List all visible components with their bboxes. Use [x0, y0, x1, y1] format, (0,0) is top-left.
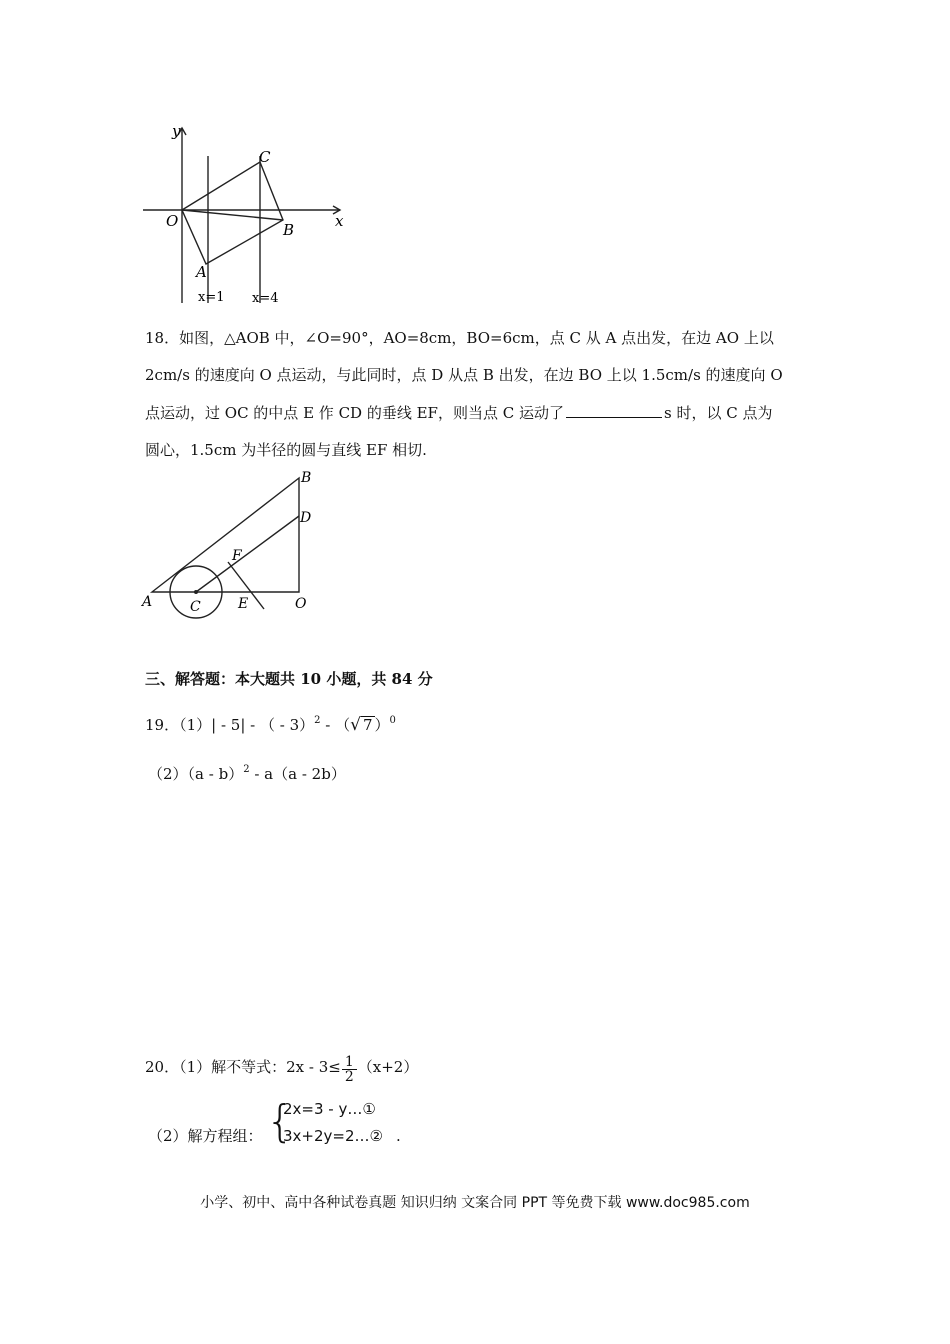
segment-CD	[196, 516, 299, 592]
fraction-denominator: 2	[344, 1069, 354, 1085]
label-A: A	[196, 263, 207, 281]
segment-OB	[182, 210, 283, 220]
q20-p1-suffix: （x+2）	[357, 1058, 419, 1076]
q18-line-3-part-a: 点运动，过 OC 的中点 E 作 CD 的垂线 EF，则当点 C 运动了	[145, 404, 564, 422]
q19-p1-radicand: 7	[362, 716, 373, 734]
q19-p1-close: ）	[374, 716, 390, 734]
label-A: A	[142, 594, 153, 610]
triangle-AOB	[152, 478, 299, 592]
q20-p1-prefix: 20．（1）解不等式：2x - 3≤	[145, 1058, 341, 1076]
q19-p2-prefix: （2）（a - b）	[148, 765, 244, 783]
label-E: E	[238, 596, 249, 612]
label-C: C	[259, 148, 271, 166]
page-footer: 小学、初中、高中各种试卷真题 知识归纳 文案合同 PPT 等免费下载 www.doc985.com	[200, 1195, 750, 1211]
q18-line-4: 圆心，1.5cm 为半径的圆与直线 EF 相切.	[145, 441, 427, 459]
label-O: O	[295, 596, 307, 612]
center-point-C	[194, 590, 198, 594]
equation-2: 3x+2y=2…②	[283, 1127, 383, 1145]
q19-p1-exponent-1: 2	[314, 715, 321, 726]
fraction-one-half	[342, 1055, 357, 1084]
q20-p2-end: .	[396, 1127, 401, 1145]
triangle-circle-svg	[140, 468, 320, 620]
q19-part-1	[145, 715, 396, 735]
figure-triangle-circle	[140, 468, 320, 620]
equation-1: 2x=3 - y…①	[283, 1100, 376, 1118]
q18-line-1: 18．如图，△AOB 中，∠O=90°，AO=8cm，BO=6cm，点 C 从 A 点出发，在边 AO 上以	[145, 329, 774, 347]
label-B: B	[301, 470, 312, 486]
label-x-equals-4: x=4	[252, 291, 279, 306]
label-C: C	[190, 599, 201, 615]
figure-coordinate-plane	[140, 120, 350, 310]
label-B: B	[283, 221, 295, 239]
q18-line-3-part-b: s 时，以 C 点为	[663, 404, 773, 422]
q19-part-2	[148, 764, 346, 784]
fraction-numerator: 1	[342, 1055, 357, 1070]
section-heading: 三、解答题：本大题共 10 小题，共 84 分	[145, 670, 433, 688]
q19-p1-mid: - （	[320, 716, 351, 734]
q19-p2-exponent: 2	[243, 764, 250, 775]
quadrilateral-OCBA	[182, 162, 283, 264]
radical-sign: √	[350, 715, 361, 735]
q20-part-1	[145, 1055, 418, 1084]
label-F: F	[232, 548, 242, 564]
q20-p2-prefix: （2）解方程组：	[148, 1127, 263, 1145]
coordinate-plane-svg	[140, 120, 350, 310]
q18-line-3	[145, 402, 772, 423]
label-D: D	[300, 510, 312, 526]
q19-p1-exponent-2: 0	[389, 715, 396, 726]
q18-line-2: 2cm/s 的速度向 O 点运动，与此同时，点 D 从点 B 出发，在边 BO 上以 1.5cm/s 的速度向 O	[145, 366, 783, 384]
label-y: y	[172, 122, 181, 140]
system-brace: {	[266, 1096, 294, 1147]
answer-blank[interactable]	[566, 402, 662, 418]
label-x-equals-1: x=1	[198, 290, 225, 305]
label-x: x	[335, 212, 344, 230]
q19-p2-suffix: - a（a - 2b）	[249, 765, 346, 783]
q20-part-2	[148, 1098, 548, 1150]
label-O: O	[166, 212, 179, 230]
q19-p1-prefix: 19．（1）| - 5| - （ - 3）	[145, 716, 315, 734]
